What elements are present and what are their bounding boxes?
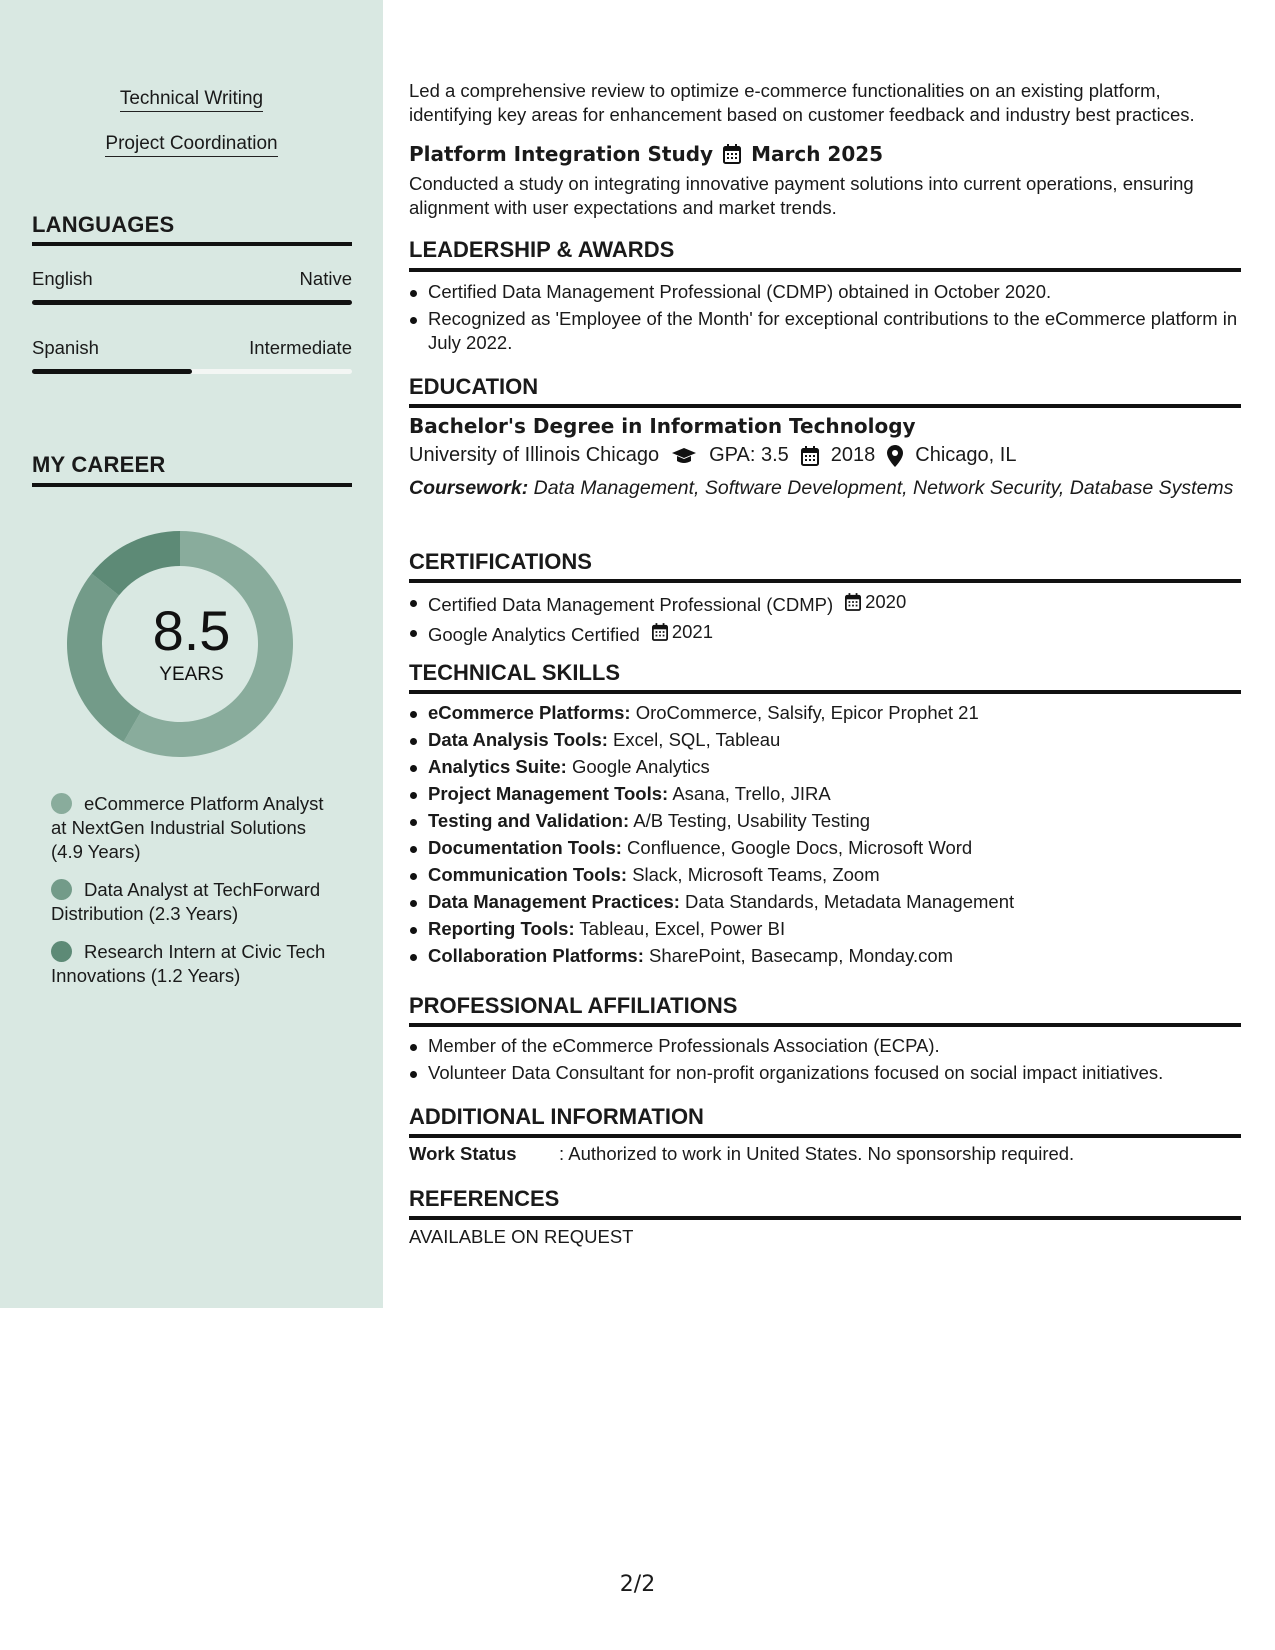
language-level: Intermediate [249, 337, 352, 358]
references-text: AVAILABLE ON REQUEST [409, 1226, 634, 1247]
certifications-rule [409, 579, 1241, 583]
references-heading: REFERENCES [409, 1186, 560, 1211]
leadership-heading: LEADERSHIP & AWARDS [409, 237, 675, 262]
language-spanish [32, 337, 352, 359]
leadership-list [409, 280, 1241, 355]
list-item: Volunteer Data Consultant for non-profit organizations focused on social impact initiatives. [409, 1061, 1241, 1085]
calendar-icon [652, 623, 668, 641]
additional-info-heading: ADDITIONAL INFORMATION [409, 1104, 704, 1129]
language-name: English [32, 268, 93, 289]
affiliations-list [409, 1034, 1241, 1085]
additional-info-rule [409, 1134, 1241, 1138]
list-item: Data Analysis Tools: Excel, SQL, Tableau [409, 728, 1241, 752]
technical-skills-heading: TECHNICAL SKILLS [409, 660, 621, 685]
list-item: Google Analytics Certified 2021 [409, 620, 1241, 647]
gpa: GPA: 3.5 [709, 444, 789, 466]
languages-heading: LANGUAGES [32, 212, 175, 237]
career-total-unit: YEARS [159, 664, 224, 685]
location-pin-icon [887, 445, 903, 467]
references-rule [409, 1216, 1241, 1220]
coursework-label: Coursework: [409, 477, 529, 499]
project-title: Platform Integration Study [409, 142, 714, 166]
legend-dot [51, 879, 72, 900]
career-total-years: 8.5 [152, 599, 231, 662]
technical-skills-list [409, 701, 1241, 968]
skill-technical-writing: Technical Writing [0, 88, 383, 110]
career-legend-item: Research Intern at Civic Tech Innovations (1.2 Years) [51, 941, 326, 986]
degree-title: Bachelor's Degree in Information Technology [409, 414, 916, 438]
language-bar-fill [32, 300, 352, 305]
list-item: Testing and Validation: A/B Testing, Usability Testing [409, 809, 1241, 833]
coursework [409, 476, 1241, 501]
career-legend-item: Data Analyst at TechForward Distribution (2.3 Years) [51, 879, 321, 924]
calendar-icon [801, 446, 819, 466]
calendar-icon [723, 144, 741, 164]
language-bar-english [32, 300, 352, 305]
education-meta [409, 444, 1016, 467]
list-item: Communication Tools: Slack, Microsoft Teams, Zoom [409, 863, 1241, 887]
work-status-label: Work Status [409, 1143, 517, 1164]
page-number: 2/2 [619, 1572, 656, 1597]
school-location: Chicago, IL [915, 444, 1017, 466]
affiliations-heading: PROFESSIONAL AFFILIATIONS [409, 993, 738, 1018]
list-item: Analytics Suite: Google Analytics [409, 755, 1241, 779]
skill-project-coordination: Project Coordination [0, 133, 383, 155]
career-rule [32, 483, 352, 487]
calendar-icon [845, 593, 861, 611]
graduation-cap-icon [671, 447, 697, 465]
certifications-heading: CERTIFICATIONS [409, 549, 592, 574]
legend-dot [51, 941, 72, 962]
project-date: March 2025 [751, 142, 884, 166]
languages-rule [32, 242, 352, 246]
affiliations-rule [409, 1023, 1241, 1027]
education-heading: EDUCATION [409, 374, 539, 399]
work-status [409, 1143, 1074, 1165]
leadership-rule [409, 268, 1241, 272]
language-level: Native [299, 268, 352, 289]
list-item: Data Management Practices: Data Standards, Metadata Management [409, 890, 1241, 914]
language-bar-spanish [32, 369, 352, 374]
coursework-list: Data Management, Software Development, Network Security, Database Systems [533, 477, 1234, 499]
project-title-row [409, 142, 883, 166]
career-heading: MY CAREER [32, 452, 166, 477]
legend-dot [51, 793, 72, 814]
list-item: eCommerce Platforms: OroCommerce, Salsify, Epicor Prophet 21 [409, 701, 1241, 725]
list-item: Certified Data Management Professional (CDMP) 2020 [409, 590, 1241, 617]
education-rule [409, 404, 1241, 408]
work-status-value: : Authorized to work in United States. No sponsorship required. [559, 1143, 1075, 1164]
project-intro: Led a comprehensive review to optimize e-commerce functionalities on an existing platform, identifying key areas for enhancement based on customer feedback and industry best practices. [409, 80, 1195, 125]
certifications-list [409, 590, 1241, 647]
language-name: Spanish [32, 337, 99, 358]
list-item: Documentation Tools: Confluence, Google Docs, Microsoft Word [409, 836, 1241, 860]
list-item: Certified Data Management Professional (CDMP) obtained in October 2020. [409, 280, 1241, 304]
career-legend-item: eCommerce Platform Analyst at NextGen Industrial Solutions (4.9 Years) [51, 793, 324, 862]
list-item: Project Management Tools: Asana, Trello, JIRA [409, 782, 1241, 806]
list-item: Recognized as 'Employee of the Month' for exceptional contributions to the eCommerce platform in July 2022. [409, 307, 1241, 355]
project-description: Conducted a study on integrating innovative payment solutions into current operations, ensuring alignment with user expectations and market trends. [409, 173, 1194, 218]
graduation-year: 2018 [830, 444, 876, 466]
language-bar-fill [32, 369, 192, 374]
list-item: Reporting Tools: Tableau, Excel, Power BI [409, 917, 1241, 941]
language-english [32, 268, 352, 290]
list-item: Member of the eCommerce Professionals Association (ECPA). [409, 1034, 1241, 1058]
school-name: University of Illinois Chicago [409, 444, 660, 466]
list-item: Collaboration Platforms: SharePoint, Basecamp, Monday.com [409, 944, 1241, 968]
technical-skills-rule [409, 690, 1241, 694]
